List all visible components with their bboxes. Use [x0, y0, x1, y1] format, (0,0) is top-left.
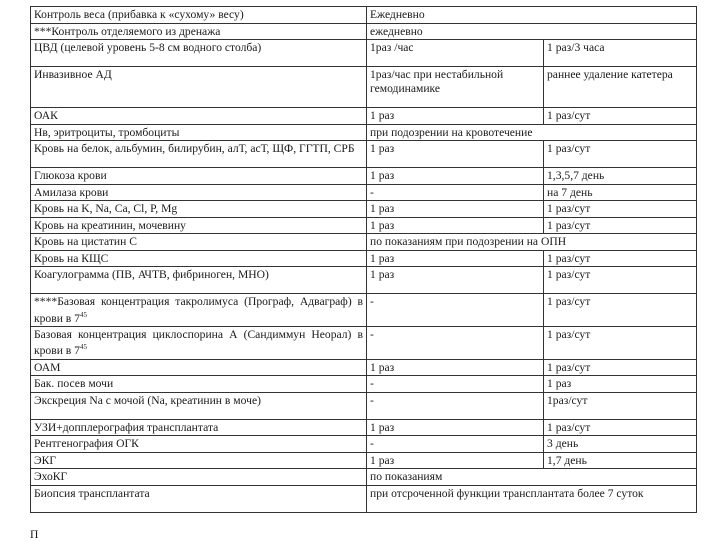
table-row [31, 67, 697, 108]
monitoring-schedule-table [30, 6, 697, 513]
row-parameter-cell [31, 485, 367, 512]
row-followup-cell: 1 раз/сут [544, 250, 697, 267]
parameter-label: ОАК [34, 109, 58, 122]
table-row [31, 7, 697, 24]
row-day1-cell: - [367, 392, 544, 419]
table-row [31, 168, 697, 185]
row-schedule-cell: по показаниям при подозрении на ОПН [367, 234, 697, 251]
row-followup-cell: 1 раз/3 часа [544, 40, 697, 67]
row-followup-cell: 1 раз/сут [544, 141, 697, 168]
row-day1-cell: 1 раз [367, 141, 544, 168]
row-followup-cell: на 7 день [544, 184, 697, 201]
parameter-label: Глюкоза крови [34, 169, 107, 182]
parameter-label: Кровь на КЩС [34, 251, 109, 265]
table-row [31, 376, 697, 393]
table-row [31, 124, 697, 141]
reference-superscript: 45 [79, 343, 87, 352]
row-parameter-cell [31, 234, 367, 251]
parameter-label: Кровь на белок, альбумин, билирубин, алТ, асТ, ЩФ, ГГТП, СРБ [34, 142, 355, 155]
parameter-label: Экскреция Na с мочой (Na, креатинин в моче) [34, 393, 261, 407]
row-parameter-cell [31, 141, 367, 168]
parameter-label: ****Базовая концентрация такролимуса (Програф, Адваграф) в крови в 7 [34, 295, 363, 325]
row-followup-cell: 1 раз/сут [544, 359, 697, 376]
table-row [31, 184, 697, 201]
table-row [31, 392, 697, 419]
table-row [31, 267, 697, 294]
row-parameter-cell [31, 452, 367, 469]
row-followup-cell: 1раз/сут [544, 392, 697, 419]
row-parameter-cell [31, 168, 367, 185]
row-followup-cell: 1 раз/сут [544, 201, 697, 218]
row-parameter-cell [31, 436, 367, 453]
parameter-label: Кровь на цистатин С [34, 235, 137, 248]
row-followup-cell: 1,3,5,7 день [544, 168, 697, 185]
table-row [31, 326, 697, 359]
row-parameter-cell [31, 124, 367, 141]
row-parameter-cell [31, 217, 367, 234]
table-row [31, 40, 697, 67]
row-parameter-cell [31, 267, 367, 294]
row-followup-cell: 1 раз/сут [544, 326, 697, 359]
row-day1-cell: 1 раз [367, 108, 544, 125]
reference-superscript: 45 [79, 310, 87, 319]
parameter-label: ОАМ [34, 360, 61, 374]
table-row [31, 359, 697, 376]
row-day1-cell: - [367, 326, 544, 359]
parameter-label: Инвазивное АД [34, 68, 112, 81]
row-schedule-cell: при подозрении на кровотечение [367, 124, 697, 141]
row-parameter-cell [31, 294, 367, 327]
row-day1-cell: 1 раз [367, 168, 544, 185]
row-parameter-cell [31, 7, 367, 24]
row-day1-cell: - [367, 184, 544, 201]
row-day1-cell: 1раз /час [367, 40, 544, 67]
row-schedule-cell: при отсроченной функции трансплантата более 7 суток [367, 485, 697, 512]
row-day1-cell: 1 раз [367, 267, 544, 294]
parameter-label: ***Контроль отделяемого из дренажа [34, 24, 221, 38]
parameter-label: УЗИ+допплерография трансплантата [34, 420, 219, 434]
row-followup-cell: 1 раз/сут [544, 419, 697, 436]
parameter-label: ЭхоКГ [34, 470, 68, 484]
row-day1-cell: 1 раз [367, 452, 544, 469]
table-row [31, 250, 697, 267]
row-followup-cell: 1 раз/сут [544, 267, 697, 294]
table-row [31, 217, 697, 234]
row-parameter-cell [31, 359, 367, 376]
row-schedule-cell: Ежедневно [367, 7, 697, 24]
parameter-label: Кровь на K, Na, Ca, Cl, P, Mg [34, 202, 178, 215]
row-parameter-cell [31, 392, 367, 419]
row-parameter-cell [31, 184, 367, 201]
row-followup-cell: раннее удаление катетера [544, 67, 697, 108]
parameter-label: Контроль веса (прибавка к «сухому» весу) [34, 8, 244, 21]
row-schedule-cell: по показаниям [367, 469, 697, 486]
monitoring-table-document [30, 6, 696, 513]
row-followup-cell: 1 раз [544, 376, 697, 393]
table-row [31, 23, 697, 40]
row-parameter-cell [31, 40, 367, 67]
table-body [31, 7, 697, 513]
table-row [31, 201, 697, 218]
row-parameter-cell [31, 23, 367, 40]
parameter-label: Кровь на креатинин, мочевину [34, 218, 186, 232]
row-day1-cell: 1 раз [367, 250, 544, 267]
parameter-label: Коагулограмма (ПВ, АЧТВ, фибриноген, МНО) [34, 268, 269, 281]
row-schedule-cell: ежедневно [367, 23, 697, 40]
row-day1-cell: 1 раз [367, 201, 544, 218]
row-parameter-cell [31, 108, 367, 125]
parameter-label: Базовая концентрация циклоспорина А (Сандиммун Неорал) в крови в 7 [34, 327, 363, 358]
table-row [31, 452, 697, 469]
row-parameter-cell [31, 469, 367, 486]
cut-off-text: П [30, 528, 39, 541]
parameter-label: Бак. посев мочи [34, 377, 114, 391]
table-row [31, 294, 697, 327]
parameter-label: Биопсия трансплантата [34, 486, 150, 500]
row-parameter-cell [31, 419, 367, 436]
parameter-label: ЦВД (целевой уровень 5-8 см водного столба) [34, 41, 262, 54]
row-day1-cell: - [367, 436, 544, 453]
row-day1-cell: 1 раз [367, 419, 544, 436]
row-parameter-cell [31, 201, 367, 218]
table-row [31, 141, 697, 168]
row-followup-cell: 1 раз/сут [544, 217, 697, 234]
parameter-label: Рентгенография ОГК [34, 437, 139, 451]
table-row [31, 108, 697, 125]
parameter-label: ЭКГ [34, 453, 57, 467]
parameter-label: Амилаза крови [34, 185, 109, 199]
row-followup-cell: 3 день [544, 436, 697, 453]
row-followup-cell: 1 раз/сут [544, 294, 697, 327]
row-parameter-cell [31, 67, 367, 108]
row-parameter-cell [31, 376, 367, 393]
row-followup-cell: 1,7 день [544, 452, 697, 469]
row-day1-cell: 1 раз [367, 359, 544, 376]
row-followup-cell: 1 раз/сут [544, 108, 697, 125]
row-parameter-cell [31, 326, 367, 359]
row-day1-cell: - [367, 376, 544, 393]
row-day1-cell: 1раз/час при нестабильной гемодинамике [367, 67, 544, 108]
row-parameter-cell [31, 250, 367, 267]
table-row [31, 436, 697, 453]
row-day1-cell: - [367, 294, 544, 327]
table-row [31, 419, 697, 436]
table-row [31, 469, 697, 486]
table-row [31, 485, 697, 512]
table-row [31, 234, 697, 251]
parameter-label: Нв, эритроциты, тромбоциты [34, 125, 180, 139]
row-day1-cell: 1 раз [367, 217, 544, 234]
